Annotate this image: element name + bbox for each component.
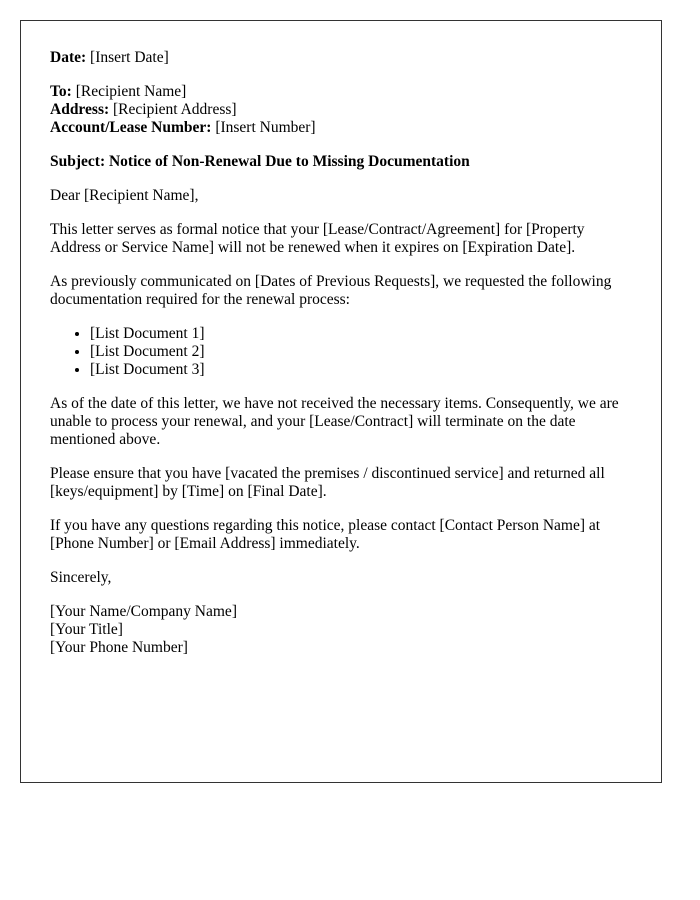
date-line: [50, 49, 633, 67]
account-value: [Insert Number]: [215, 119, 316, 136]
signature-phone: [Your Phone Number]: [50, 639, 188, 656]
to-label: To:: [50, 83, 72, 100]
body-paragraph: This letter serves as formal notice that your [Lease/Contract/Agreement] for [Property Address or Service Name] will not be renewed when it expires on [Expiration Date].: [50, 221, 585, 256]
subject-line: Subject: Notice of Non-Renewal Due to Missing Documentation: [50, 153, 470, 170]
date-label: Date:: [50, 49, 87, 66]
list-item: • [List Document 3]: [90, 361, 633, 379]
signature-name: [Your Name/Company Name]: [50, 603, 237, 620]
document-list: [50, 325, 633, 379]
address-label: Address:: [50, 101, 110, 118]
signature-block: [50, 603, 633, 657]
recipient-block: [50, 83, 633, 137]
date-value: [Insert Date]: [90, 49, 169, 66]
body-paragraph: As previously communicated on [Dates of Previous Requests], we requested the following documentation required for the renewal process:: [50, 273, 612, 308]
list-item: • [List Document 1]: [90, 325, 633, 343]
letter: [20, 20, 662, 783]
salutation: Dear [Recipient Name],: [50, 187, 199, 204]
closing: Sincerely,: [50, 569, 112, 586]
account-label: Account/Lease Number:: [50, 119, 212, 136]
signature-title: [Your Title]: [50, 621, 123, 638]
body-paragraph: If you have any questions regarding this notice, please contact [Contact Person Name] at [Phone Number] or [Email Address] immediately.: [50, 517, 601, 552]
body-paragraph: Please ensure that you have [vacated the premises / discontinued service] and returned all [keys/equipment] by [Time] on [Final Date].: [50, 465, 605, 500]
to-value: [Recipient Name]: [75, 83, 187, 100]
list-item: • [List Document 2]: [90, 343, 633, 361]
body-paragraph: As of the date of this letter, we have not received the necessary items. Consequently, we are unable to process your renewal, and your [Lease/Contract] will terminate on the date mentioned above.: [50, 395, 619, 448]
address-value: [Recipient Address]: [113, 101, 237, 118]
